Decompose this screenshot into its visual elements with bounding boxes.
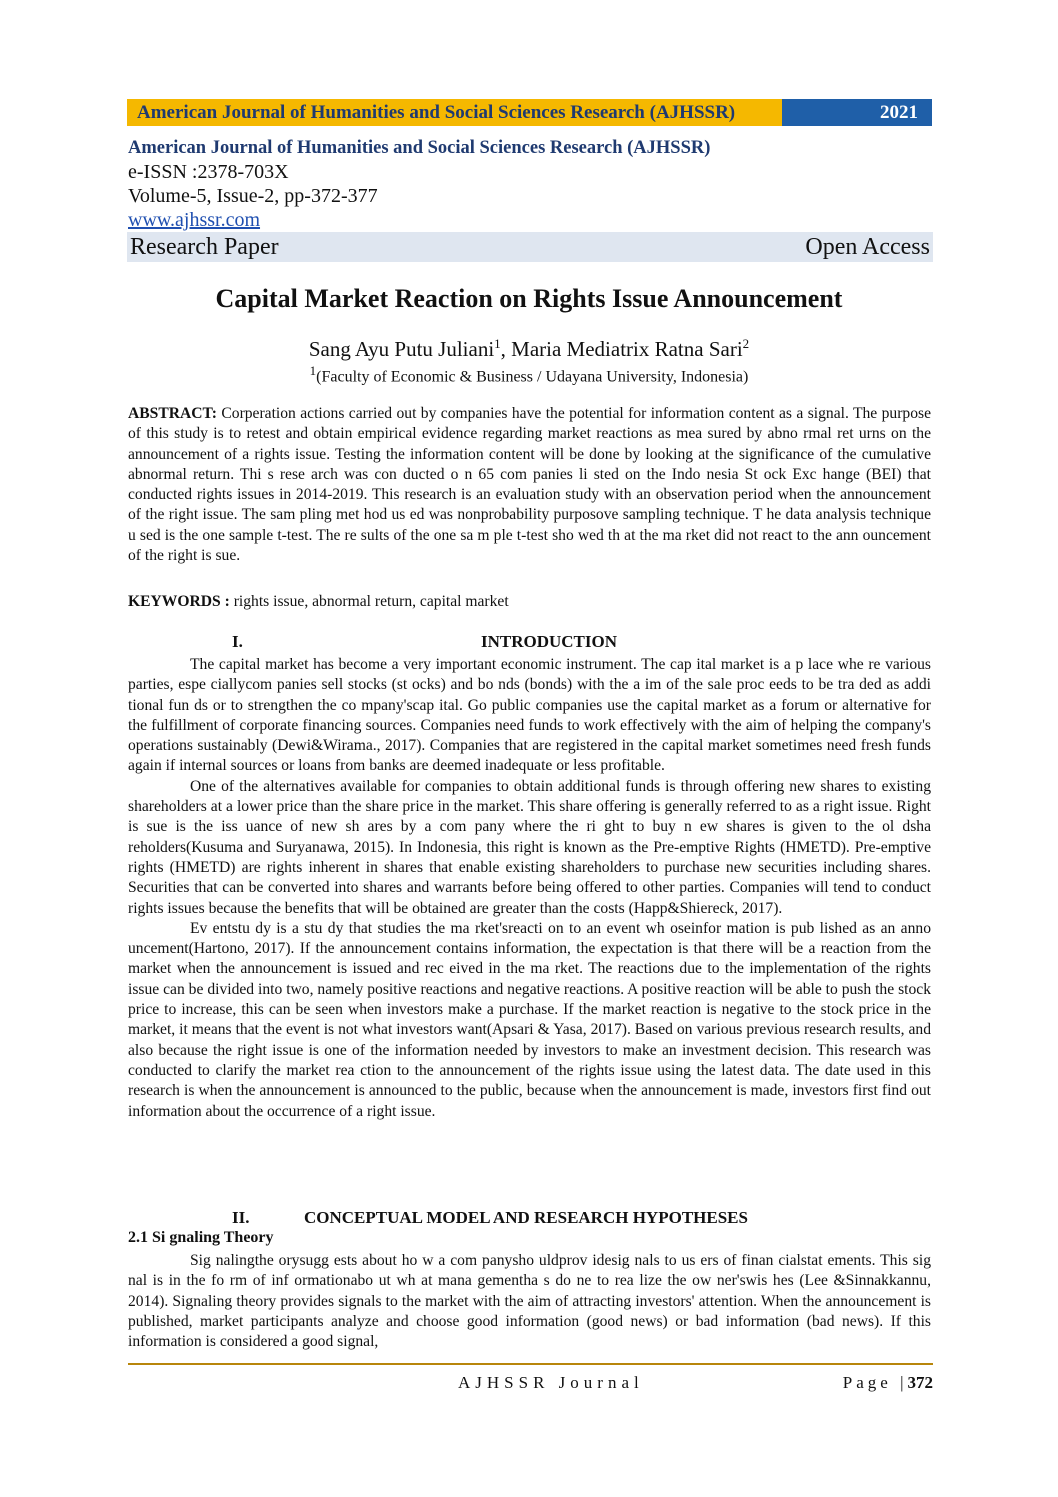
journal-name: American Journal of Humanities and Social Sciences Research (AJHSSR) bbox=[128, 138, 711, 158]
section-1-title: INTRODUCTION bbox=[481, 632, 618, 651]
section-1-number: I. bbox=[232, 632, 243, 651]
author-2-sup: 2 bbox=[742, 336, 750, 351]
section-1-body bbox=[128, 655, 931, 1122]
journal-meta bbox=[128, 136, 710, 232]
footer-page-label: Page | bbox=[842, 1373, 908, 1392]
paragraph: Sig nalingthe orysugg ests about ho w a com panysho uldprov idesig nals to us ers of finan cialstat ements. This sig nal is in the fo rm of inf ormationabo ut wh at mana gementha s do ne to rea lize the ow ner'swis hes (Lee &Sinnakkannu, 2014). Signaling theory provides signals to the market with the aim of attracting investors' attention. When the announcement is published, market participants analyze and choose good information (good news) or bad information (bad news). If this information is considered a good signal, bbox=[128, 1252, 931, 1351]
affiliation-sup: 1 bbox=[309, 363, 317, 378]
keywords-label: KEYWORDS : bbox=[128, 593, 230, 610]
footer-page-number: 372 bbox=[907, 1373, 933, 1392]
abstract-label: ABSTRACT: bbox=[128, 405, 217, 422]
subsection-2-1-heading: 2.1 Si gnaling Theory bbox=[128, 1229, 274, 1246]
volume-info: Volume-5, Issue-2, pp-372-377 bbox=[128, 185, 378, 207]
paper-type-bar bbox=[127, 232, 933, 262]
running-header bbox=[127, 99, 932, 126]
paragraph: One of the alternatives available for companies to obtain additional funds is through offering new shares to existing shareholders at a lower price than the share price in the market. This share offering is generally referred to as a right issue. Right is sue is the iss uance of new sh ares by a com pany where the ri ght to buy n ew shares is given to the ol dsha reholders(Kusuma and Suryanawa, 2015). In Indonesia, this right is known as the Pre-emptive Rights (HMETD). Pre-emptive rights (HMETD) are rights inherent in shares that enable existing shareholders to purchase new securities including shares. Securities that can be converted into shares and warrants before being offered to other parties. Companies will tend to conduct rights issues because the benefits that will be obtained are greater than the costs (Happ&Shiereck, 2017). bbox=[128, 777, 931, 917]
abstract-text: Corperation actions carried out by companies have the potential for information content as a signal. The purpose of this study is to retest and obtain empirical evidence regarding market reactions as mea sured by abno rmal ret urns on the announcement of a rights issue. Testing the information content will be done by looking at the significance of the cumulative abnormal return. Thi s rese arch was con ducted o n 65 com panies li sted on the Indo nesia St ock Exc hange (BEI) that conducted rights issues in 2014-2019. This research is an evaluation study with an observation period when the announcement of the right issue. The sam pling met hod us ed was nonprobability purposove sampling technique. T he data analysis technique u sed is the one sample t-test. The re sults of the one sa m ple t-test sho wed th at the ma rket did not react to the ann ouncement of the right is sue. bbox=[128, 405, 931, 565]
header-journal-title: American Journal of Humanities and Social Sciences Research (AJHSSR) bbox=[127, 99, 782, 126]
footer-page bbox=[843, 1373, 933, 1393]
paragraph: Ev entstu dy is a stu dy that studies the ma rket'sreacti on to an event wh oseinfor mation is pub lished as an anno uncement(Hartono, 2017). If the announcement contains information, the expectation is that there will be a reaction from the market when the announcement is issued and rec eived in the ma rket. The reactions due to the implementation of the rights issue can be divided into two, namely positive reactions and negative reactions. A positive reaction will be able to push the stock price to increase, this can be seen when investors make a purchase. If the market reaction is negative to the stock price in the market, it means that the event is not what investors want(Apsari & Yasa, 2017). Based on various previous research results, and also because the right issue is one of the information needed by investors to make an investment decision. This research was conducted to clarify the market rea ction to the announcement of the rights issue using the latest data. The date used in this research is when the announcement is announced to the public, because when the announcement is made, investors first find out information about the occurrence of a right issue. bbox=[128, 919, 931, 1120]
affiliation-text: (Faculty of Economic & Business / Udayana University, Indonesia) bbox=[316, 368, 749, 386]
page-footer bbox=[128, 1373, 933, 1397]
header-year: 2021 bbox=[782, 99, 932, 126]
eissn: e-ISSN :2378-703X bbox=[128, 161, 289, 183]
affiliation bbox=[0, 363, 1058, 386]
website-link[interactable]: www.ajhssr.com bbox=[128, 209, 261, 231]
paper-type: Research Paper bbox=[130, 233, 279, 260]
access-type: Open Access bbox=[805, 233, 930, 260]
abstract bbox=[128, 404, 931, 566]
author-1: Sang Ayu Putu Juliani bbox=[308, 337, 495, 361]
paragraph: The capital market has become a very important economic instrument. The cap ital market is a p lace whe re various parties, espe ciallycom panies sell stocks (st ocks) and bo nds (bonds) with the a im of the sale proc eeds to be tra ded as addi tional fun ds or to strengthen the co mpany'scap ital. Go public companies use the capital market as a forum or alternative for the fulfillment of corporate financing sources. Companies need funds to work effectively with the aim of helping the company's operations sustainably (Dewi&Wirama., 2017). Companies that are registered in the capital market sometimes need fresh funds again if internal sources or loans from banks are deemed inadequate or less profitable. bbox=[128, 656, 931, 775]
author-1-sup: 1 bbox=[494, 336, 501, 351]
footer-divider bbox=[128, 1363, 933, 1365]
section-2-body bbox=[128, 1251, 931, 1352]
section-2-title: CONCEPTUAL MODEL AND RESEARCH HYPOTHESES bbox=[304, 1208, 748, 1227]
paper-title: Capital Market Reaction on Rights Issue Announcement bbox=[215, 284, 843, 313]
author-separator: , bbox=[500, 337, 512, 361]
footer-journal: AJHSSR Journal bbox=[458, 1373, 644, 1392]
keywords-text: rights issue, abnormal return, capital market bbox=[229, 593, 509, 610]
section-2-number: II. bbox=[232, 1208, 250, 1227]
author-2: Maria Mediatrix Ratna Sari bbox=[511, 337, 743, 361]
keywords bbox=[128, 592, 931, 612]
authors bbox=[0, 336, 1058, 362]
